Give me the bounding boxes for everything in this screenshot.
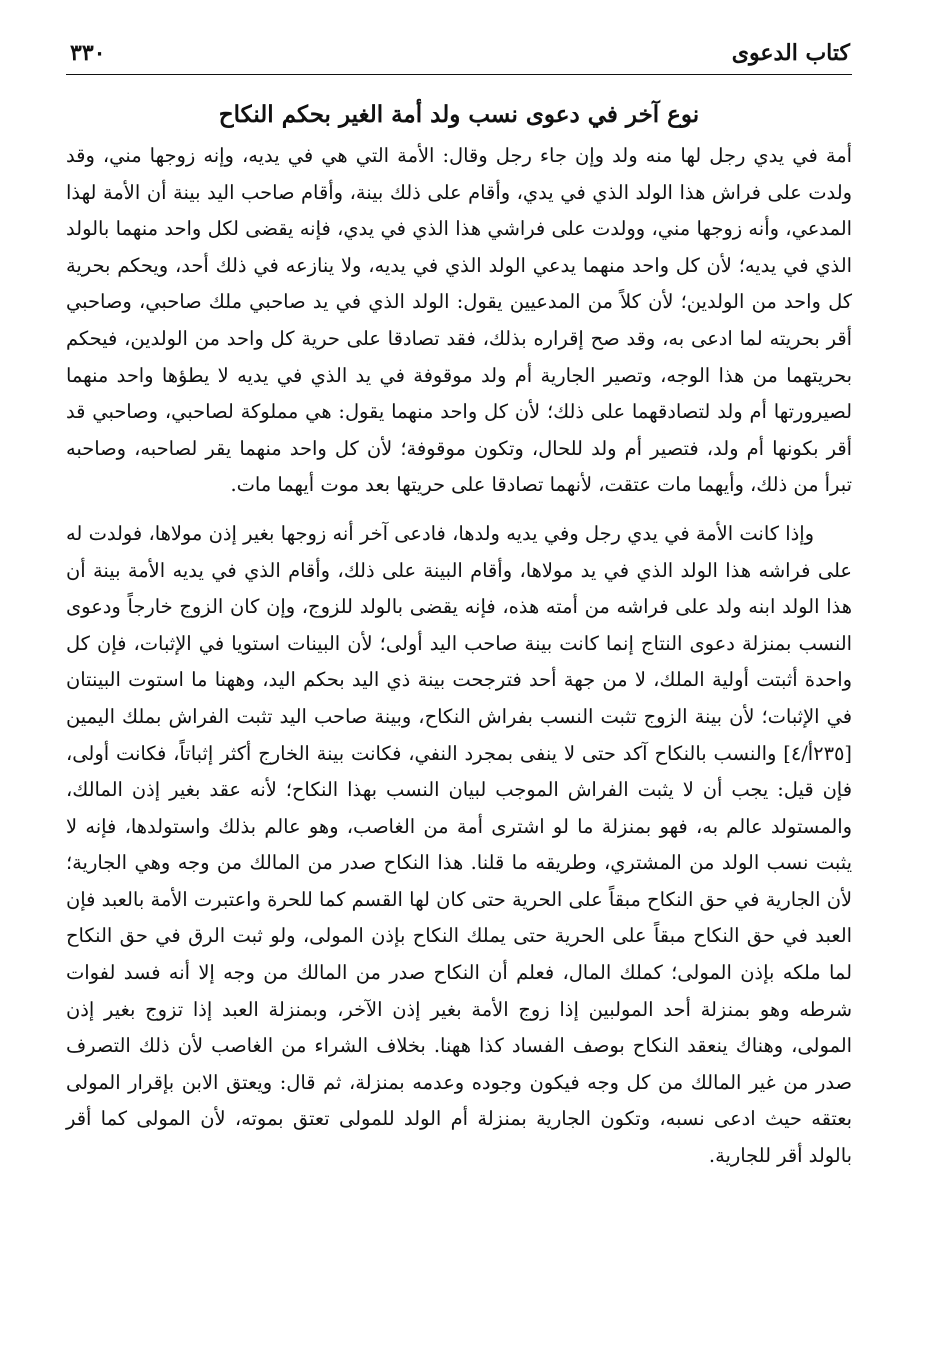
running-header <box>66 30 852 75</box>
section-heading: نوع آخر في دعوى نسب ولد أمة الغير بحكم النكاح <box>218 101 700 128</box>
page-number: ٣٣٠ <box>70 40 106 66</box>
book-title: كتاب الدعوى <box>731 40 850 66</box>
document-page <box>66 30 852 1340</box>
body-paragraph: وإذا كانت الأمة في يدي رجل وفي يديه ولدها، فادعى آخر أنه زوجها بغير إذن مولاها، فولدت له على فراشه هذا الولد الذي في يد مولاها، وأقام البينة على ذلك، وأقام الذي في يديه الأمة بينة أن هذا الولد ابنه ولد على فراشه من أمته هذه، فإنه يقضى بالولد للزوج، وإن كان الزوج خارجاً ودعوى النسب بمنزلة دعوى النتاج إنما كانت بينة صاحب اليد أولى؛ لأن البينات استويا في الإثبات، فإن كل واحدة أثبتت أولية الملك، لا من جهة أحد فترجحت بينة ذي اليد بحكم اليد، وههنا ما استوت البينتان في الإثبات؛ لأن بينة الزوج تثبت النسب بفراش النكاح، وبينة صاحب اليد تثبت الفراش بملك اليمين [٢٣٥أ/٤] والنسب بالنكاح آكد حتى لا ينفى بمجرد النفي، فكانت بينة الخارج أكثر إثباتاً، فكانت أولى، فإن قيل: يجب أن لا يثبت الفراش الموجب لبيان النسب بهذا النكاح؛ لأنه عقد بغير إذن المالك، والمستولد عالم به، فهو بمنزلة ما لو اشترى أمة من الغاصب، وهو عالم بذلك واستولدها، فإنه لا يثبت نسب الولد من المشتري، وطريقه ما قلنا. هذا النكاح صدر من المالك من وجه وهي الجارية؛ لأن الجارية في حق النكاح مبقاً على الحرية حتى كان لها القسم كما للحرة واعتبرت الأمة بالعبد فإن العبد في حق النكاح مبقاً على الحرية حتى يملك النكاح بإذن المولى، ولو ثبت الرق في حق النكاح لما ملكه بإذن المولى؛ كملك المال، فعلم أن النكاح صدر من المالك من وجه إلا أنه فسد لفوات شرطه وهو بمنزلة أحد المولبين إذا زوج الأمة بغير إذن الآخر، وبمنزلة العبد إذا تزوج بغير إذن المولى، وهناك ينعقد النكاح بوصف الفساد كذا ههنا. بخلاف الشراء من الغاصب لأن ذلك التصرف صدر من غير المالك من كل وجه فيكون وجوده وعدمه بمنزلة، ثم قال: ويعتق الابن بإقرار المولى بعتقه حيث ادعى نسبه، وتكون الجارية بمنزلة أم الولد للمولى تعتق بموته، لأن المولى كما أقر بالولد أقر للجارية. <box>66 521 852 1168</box>
body-paragraph: أمة في يدي رجل لها منه ولد وإن جاء رجل وقال: الأمة التي هي في يديه، وإنه زوجها مني، وقد ولدت على فراش هذا الولد الذي في يدي، وأقام على ذلك بينة، وأقام صاحب اليد بينة أن الأمة لهذا المدعي، وأنه زوجها مني، وولدت على فراشي هذا الذي في يدي، فإنه يقضى لكل واحد منهما بالولد الذي في يديه؛ لأن كل واحد منهما يدعي الولد الذي في يديه، ولا ينازعه في ذلك أحد، ويحكم بحرية كل واحد من الولدين؛ لأن كلاً من المدعيين يقول: الولد الذي في يد صاحبي ملك صاحبي، وصاحبي أقر بحريته لما ادعى به، وقد صح إقراره بذلك، فقد تصادقا على حرية كل واحد من الولدين، فيحكم بحريتهما من هذا الوجه، وتصير الجارية أم ولد موقوفة في يد الذي في يديه لا يطؤها واحد منهما لصيرورتها أم ولد لتصادقهما على ذلك؛ لأن كل واحد منهما يقول: هي مملوكة لصاحبي، وصاحبي قد أقر بكونها أم ولد، فتصير أم ولد للحال، وتكون موقوفة؛ لأن كل واحد منهما يقر لصاحبه، وصاحبه تبرأ من ذلك، وأيهما مات عتقت، لأنهما تصادقا على حريتها بعد موت أيهما مات. <box>66 144 852 497</box>
